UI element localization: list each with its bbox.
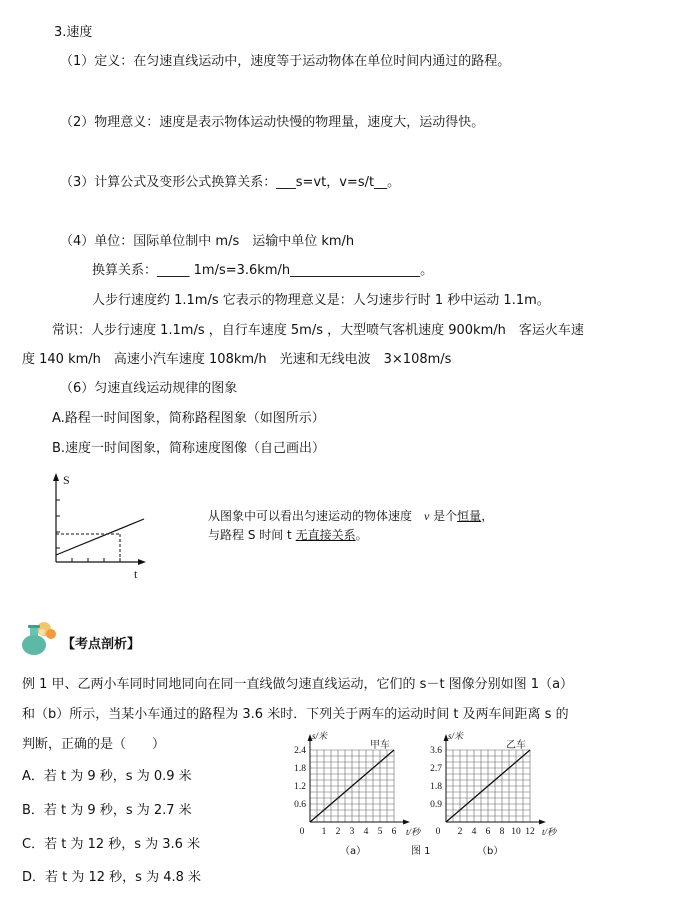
chart-title: 乙车 (506, 740, 526, 751)
option-c[interactable]: C．若 t 为 12 秒，s 为 3.6 米 (22, 837, 201, 852)
x-axis-arrow (403, 820, 410, 825)
walking-speed-line: 人步行速度约 1.1m/s 它表示的物理意义是：人匀速步行时 1 秒中运动 1.1m。 (92, 293, 550, 308)
y-axis-label: s/米 (448, 731, 464, 741)
example-line-1: 例 1 甲、乙两小车同时同地同向在同一直线做匀速直线运动，它们的 s－t 图像分别如图 1（a） (22, 677, 574, 692)
st-x-label: t (134, 567, 138, 581)
y-axis-label: s/米 (312, 731, 328, 741)
example-line-2: 和（b）所示，当某小车通过的路程为 3.6 米时．下列关于两车的运动时间 t 及两车间距离 s 的 (22, 707, 569, 722)
x-tick-label: 10 (511, 827, 521, 837)
common-sense-line-2: 度 140 km/h 高速小汽车速度 108km/h 光速和无线电波 3×108m/s (22, 352, 452, 367)
origin-label: 0 (299, 827, 305, 837)
caption-a: （a） (340, 846, 367, 857)
x-tick-label: 12 (525, 827, 535, 837)
section-header-title: 【考点剖析】 (62, 637, 141, 652)
item-b: B.速度一时间图象，简称速度图像（自己画出） (52, 441, 326, 456)
graph-heading: （6）匀速直线运动规律的图象 (60, 381, 238, 396)
x-tick-label: 4 (471, 827, 477, 837)
x-tick-label: 2 (457, 827, 463, 837)
physical-meaning-line: （2）物理意义：速度是表示物体运动快慢的物理量，速度大，运动得快。 (60, 115, 485, 130)
section-title: 3.速度 (54, 25, 93, 40)
unit-line: （4）单位：国际单位制中 m/s 运输中单位 km/h (60, 234, 355, 249)
item-a: A.路程一时间图象，简称路程图象（如图所示） (52, 411, 325, 426)
x-tick-label: 1 (321, 827, 327, 837)
x-tick-label: 2 (335, 827, 341, 837)
definition-line: （1）定义：在匀速直线运动中，速度等于运动物体在单位时间内通过的路程。 (60, 54, 511, 69)
graph-note-2: 与路程 S 时间 t 无直接关系。 (208, 528, 368, 542)
flask-icon (18, 620, 60, 656)
y-tick-label: 1.8 (294, 764, 306, 774)
option-b[interactable]: B．若 t 为 9 秒，s 为 2.7 米 (22, 803, 192, 818)
x-axis-label: t/秒 (542, 827, 557, 837)
x-tick-label: 6 (391, 827, 397, 837)
option-d[interactable]: D．若 t 为 12 秒，s 为 4.8 米 (22, 870, 202, 885)
formula-line: （3）计算公式及变形公式换算关系：___s=vt，v=s/t__。 (60, 175, 401, 190)
caption-b: （b） (477, 846, 504, 857)
x-axis-arrow (539, 820, 546, 825)
option-a[interactable]: A．若 t 为 9 秒，s 为 0.9 米 (22, 769, 192, 784)
x-tick-label: 8 (499, 827, 505, 837)
y-tick-label: 0.6 (294, 800, 306, 810)
x-tick-label: 5 (377, 827, 383, 837)
y-tick-label: 2.4 (294, 746, 306, 756)
origin-label: 0 (435, 827, 441, 837)
y-tick-label: 0.9 (430, 800, 442, 810)
st-x-arrow (138, 559, 146, 565)
x-axis-label: t/秒 (406, 827, 421, 837)
y-tick-label: 1.8 (430, 782, 442, 792)
x-tick-label: 4 (363, 827, 369, 837)
st-line (56, 519, 144, 555)
st-y-label: S (63, 473, 70, 487)
y-tick-label: 2.7 (430, 764, 442, 774)
y-tick-label: 3.6 (430, 746, 442, 756)
chart-a (280, 722, 440, 840)
example-line-3: 判断，正确的是（ ） (22, 737, 166, 752)
caption-figure: 图 1 (411, 846, 431, 857)
x-tick-label: 6 (485, 827, 491, 837)
chart-b (418, 722, 588, 840)
chart-title: 甲车 (370, 740, 390, 751)
st-y-arrow (53, 473, 59, 481)
common-sense-line-1: 常识：人步行速度 1.1m/s ，自行车速度 5m/s ，大型喷气客机速度 900km/h 客运火车速 (52, 323, 584, 338)
st-graph (38, 470, 158, 585)
graph-note-1: 从图象中可以看出匀速运动的物体速度 v 是个恒量， (208, 509, 494, 523)
y-tick-label: 1.2 (294, 782, 306, 792)
x-tick-label: 3 (349, 827, 355, 837)
conversion-line: 换算关系：_____ 1m/s=3.6km/h____________________。 (92, 263, 434, 278)
